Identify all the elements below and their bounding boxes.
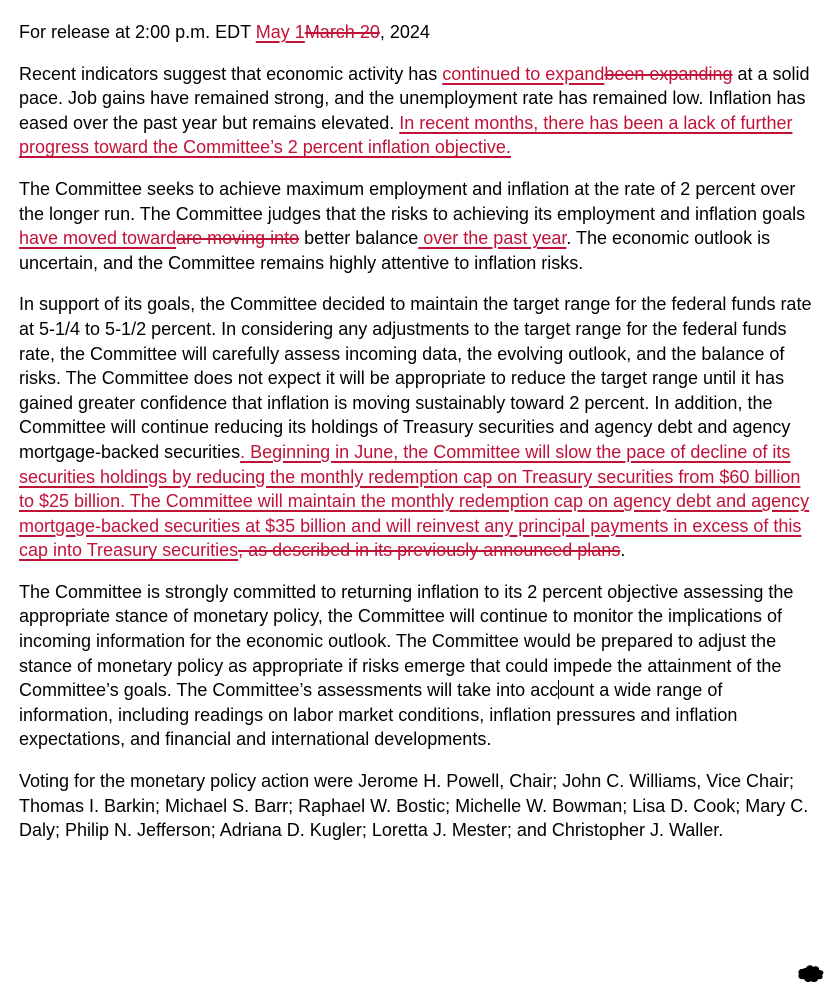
deleted-text: been expanding — [604, 63, 733, 84]
para-commitment[interactable] — [19, 580, 816, 752]
para-policy-decision[interactable] — [19, 292, 816, 563]
deleted-text: are moving into — [176, 228, 300, 249]
text-run: Voting for the monetary policy action were Jerome H. Powell, Chair; John C. Williams, Vice Chair; Thomas I. Barkin; Michael S. Barr; Raphael W. Bostic; Michelle W. Bowman; Lisa D. Cook; Mary C. Daly; Philip N. Jefferson; Adriana D. Kugler; Loretta J. Mester; and Christopher J. Waller. — [19, 771, 809, 841]
inserted-text: In recent months, there has been a lack of further progress toward the Committee’s 2 percent inflation objective. — [19, 112, 793, 158]
para-goals-balance[interactable] — [19, 177, 816, 275]
text-run: The Committee is strongly committed to returning inflation to its 2 percent objective assessing the appropriate stance of monetary policy, the Committee will continue to monitor the implications of incoming information for the economic outlook. The Committee would be prepared to adjust the stance of monetary policy as appropriate if risks emerge that could impede the attainment of the Committee’s goals. The Committee’s assessments will take into acc — [19, 581, 794, 701]
deleted-text: March 20 — [304, 22, 380, 42]
text-run: . — [620, 540, 626, 561]
text-run: For release at 2:00 p.m. EDT — [19, 22, 256, 42]
text-run: at a solid pace. Job gains have remained strong, and the unemployment rate has remained low. Inflation has eased over the past year but remains elevated. — [19, 63, 810, 133]
deleted-text: , as described in its previously announced plans — [238, 540, 621, 561]
para-economic-activity[interactable] — [19, 62, 816, 160]
document-text-body — [19, 20, 816, 843]
text-run: In support of its goals, the Committee decided to maintain the target range for the federal funds rate at 5-1/4 to 5-1/2 percent. In considering any adjustments to the target range for the federal funds rate, the Committee will carefully assess incoming data, the evolving outlook, and the balance of risks. The Committee does not expect it will be appropriate to reduce the target range until it has gained greater confidence that inflation is moving sustainably toward 2 percent. In addition, the Committee will continue reducing its holdings of Treasury securities and agency debt and agency mortgage-backed securities — [19, 294, 812, 462]
text-run: better balance — [299, 228, 419, 249]
inserted-text: have moved toward — [19, 228, 177, 249]
text-run: Recent indicators suggest that economic activity has — [19, 63, 443, 84]
text-run: . The economic outlook is uncertain, and the Committee remains highly attentive to inflation risks. — [19, 228, 771, 273]
ink-blot-icon — [796, 964, 827, 984]
release-line[interactable] — [19, 20, 816, 45]
inserted-text: continued to expand — [442, 63, 605, 84]
inserted-text: over the past year — [418, 228, 567, 249]
inserted-text: May 1 — [255, 22, 305, 42]
text-run: The Committee seeks to achieve maximum employment and inflation at the rate of 2 percent over the longer run. The Committee judges that the risks to achieving its employment and inflation goals — [19, 178, 806, 224]
text-run: ount a wide range of information, including readings on labor market conditions, inflation pressures and inflation expectations, and financial and international developments. — [19, 680, 738, 750]
inserted-text: . Beginning in June, the Committee will slow the pace of decline of its securities holdings by reducing the monthly redemption cap on Treasury securities from $60 billion to $25 billion. The Committee will maintain the monthly redemption cap on agency debt and agency mortgage-backed securities at $35 billion and will reinvest any principal payments in excess of this cap into Treasury securities — [19, 441, 810, 561]
text-run: , 2024 — [379, 22, 430, 42]
para-voting[interactable] — [19, 769, 816, 843]
